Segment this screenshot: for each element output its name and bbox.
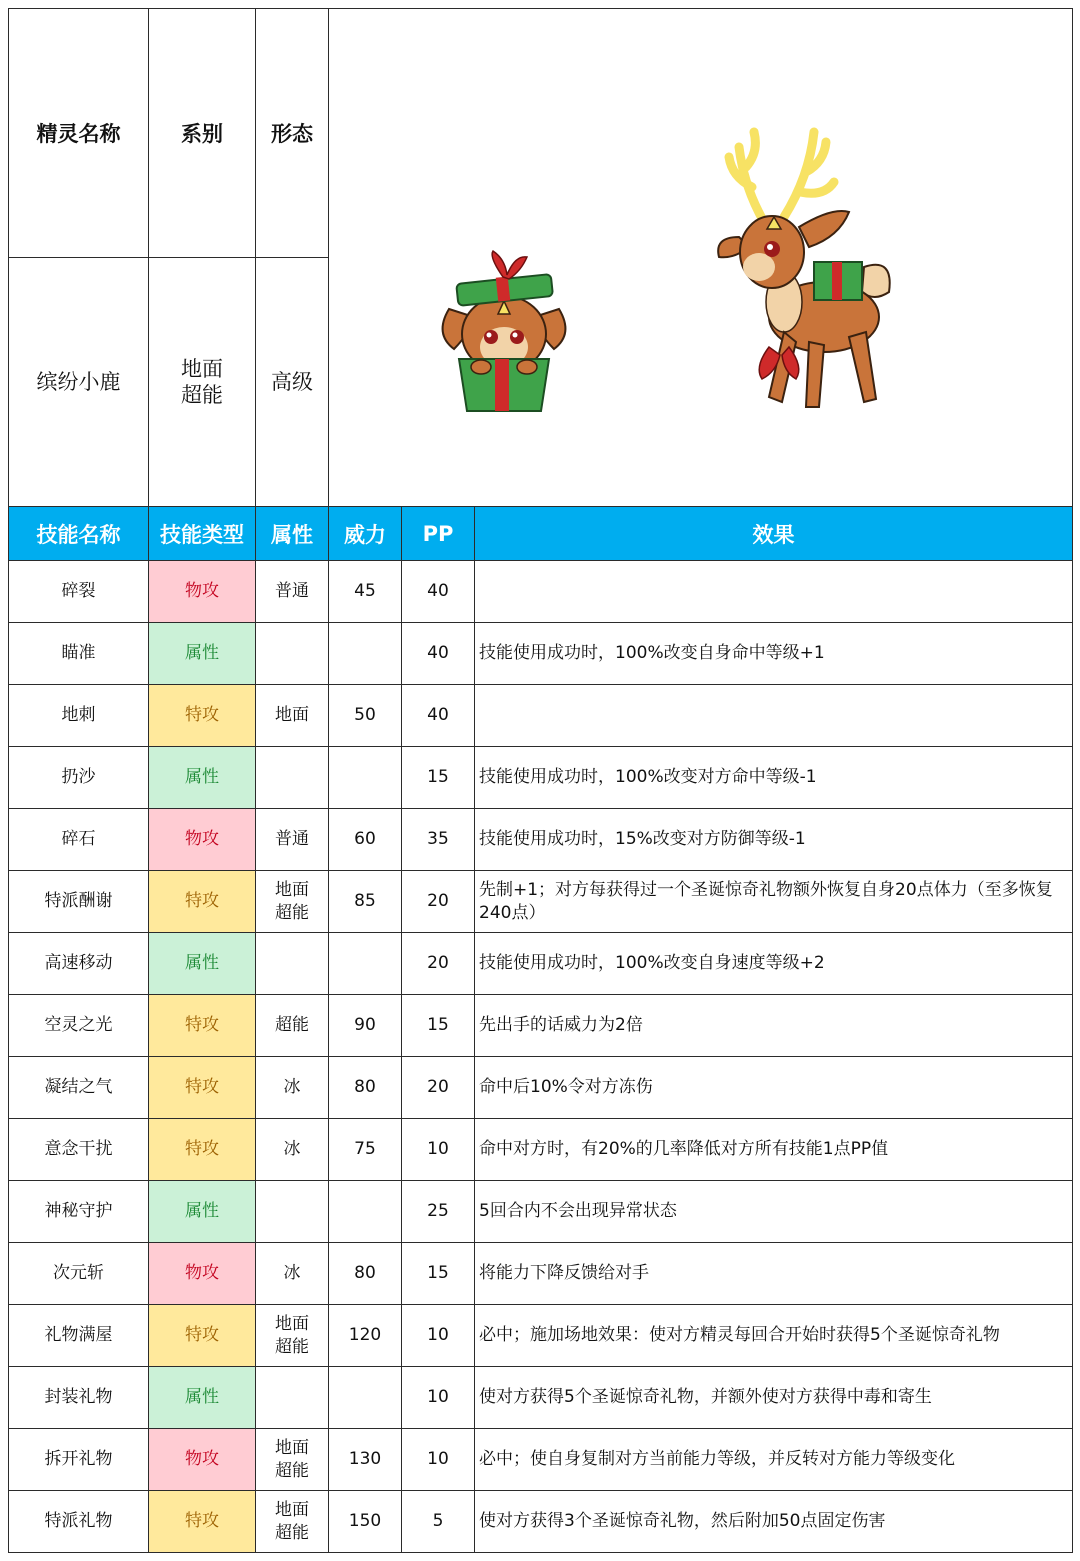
skill-type-cell: 属性 — [149, 747, 256, 809]
skill-type-cell: 特攻 — [149, 1119, 256, 1181]
header-skill-name: 技能名称 — [9, 507, 149, 561]
skill-type-cell: 特攻 — [149, 871, 256, 933]
skill-power-cell: 90 — [329, 995, 402, 1057]
header-series: 系别 — [149, 9, 256, 258]
adult-deer-image — [714, 117, 899, 417]
skill-attr-cell — [256, 623, 329, 685]
skill-power-cell: 120 — [329, 1305, 402, 1367]
pet-series-value: 地面 超能 — [149, 258, 256, 507]
skill-pp-cell: 10 — [402, 1367, 475, 1429]
header-form: 形态 — [256, 9, 329, 258]
skill-attr-cell: 地面 超能 — [256, 1491, 329, 1553]
skill-name-cell: 神秘守护 — [9, 1181, 149, 1243]
skill-pp-cell: 25 — [402, 1181, 475, 1243]
skill-name-cell: 碎石 — [9, 809, 149, 871]
skill-row — [9, 623, 1073, 685]
skill-type-cell: 属性 — [149, 1181, 256, 1243]
skill-row — [9, 561, 1073, 623]
skill-row — [9, 685, 1073, 747]
skill-name-cell: 空灵之光 — [9, 995, 149, 1057]
skill-row — [9, 1491, 1073, 1553]
skill-pp-cell: 10 — [402, 1305, 475, 1367]
skill-power-cell — [329, 1181, 402, 1243]
skill-type-cell: 属性 — [149, 623, 256, 685]
skill-attr-cell: 地面 — [256, 685, 329, 747]
skill-effect-cell: 使对方获得3个圣诞惊奇礼物，然后附加50点固定伤害 — [475, 1491, 1073, 1553]
skill-row — [9, 1181, 1073, 1243]
skill-power-cell — [329, 933, 402, 995]
skill-row — [9, 1057, 1073, 1119]
skills-table-body — [9, 561, 1073, 1553]
header-skill-attr: 属性 — [256, 507, 329, 561]
skill-name-cell: 碎裂 — [9, 561, 149, 623]
skill-row — [9, 1243, 1073, 1305]
skill-type-cell: 物攻 — [149, 561, 256, 623]
skill-name-cell: 特派礼物 — [9, 1491, 149, 1553]
skill-attr-cell: 冰 — [256, 1243, 329, 1305]
skill-pp-cell: 35 — [402, 809, 475, 871]
skills-header-row — [9, 507, 1073, 561]
skill-power-cell: 50 — [329, 685, 402, 747]
skill-power-cell: 45 — [329, 561, 402, 623]
skill-row — [9, 1119, 1073, 1181]
skill-name-cell: 特派酬谢 — [9, 871, 149, 933]
skill-attr-cell: 地面 超能 — [256, 1305, 329, 1367]
header-skill-effect: 效果 — [475, 507, 1073, 561]
skill-row — [9, 1367, 1073, 1429]
skill-name-cell: 封装礼物 — [9, 1367, 149, 1429]
skill-name-cell: 拆开礼物 — [9, 1429, 149, 1491]
header-skill-pp: PP — [402, 507, 475, 561]
skill-attr-cell: 超能 — [256, 995, 329, 1057]
skill-attr-cell — [256, 1367, 329, 1429]
skill-type-cell: 物攻 — [149, 809, 256, 871]
skill-name-cell: 意念干扰 — [9, 1119, 149, 1181]
skill-type-cell: 特攻 — [149, 1491, 256, 1553]
pet-info-table — [8, 8, 1073, 1553]
skill-effect-cell: 必中；使自身复制对方当前能力等级，并反转对方能力等级变化 — [475, 1429, 1073, 1491]
skill-type-cell: 特攻 — [149, 1305, 256, 1367]
skill-pp-cell: 20 — [402, 933, 475, 995]
skill-attr-cell — [256, 933, 329, 995]
skill-pp-cell: 10 — [402, 1119, 475, 1181]
skill-effect-cell: 技能使用成功时，100%改变自身命中等级+1 — [475, 623, 1073, 685]
skill-pp-cell: 5 — [402, 1491, 475, 1553]
skill-effect-cell: 技能使用成功时，15%改变对方防御等级-1 — [475, 809, 1073, 871]
skill-attr-cell: 普通 — [256, 561, 329, 623]
skill-effect-cell: 命中后10%令对方冻伤 — [475, 1057, 1073, 1119]
skill-type-cell: 特攻 — [149, 1057, 256, 1119]
header-skill-type: 技能类型 — [149, 507, 256, 561]
skill-type-cell: 特攻 — [149, 685, 256, 747]
skill-power-cell: 130 — [329, 1429, 402, 1491]
skill-row — [9, 1429, 1073, 1491]
skill-effect-cell: 命中对方时，有20%的几率降低对方所有技能1点PP值 — [475, 1119, 1073, 1181]
skill-power-cell: 60 — [329, 809, 402, 871]
header-skill-power: 威力 — [329, 507, 402, 561]
skill-pp-cell: 15 — [402, 747, 475, 809]
skill-power-cell: 80 — [329, 1057, 402, 1119]
skill-type-cell: 属性 — [149, 933, 256, 995]
skill-power-cell — [329, 747, 402, 809]
skill-type-cell: 特攻 — [149, 995, 256, 1057]
skill-effect-cell: 先制+1；对方每获得过一个圣诞惊奇礼物额外恢复自身20点体力（至多恢复240点） — [475, 871, 1073, 933]
skill-name-cell: 高速移动 — [9, 933, 149, 995]
skill-pp-cell: 20 — [402, 871, 475, 933]
skill-effect-cell: 技能使用成功时，100%改变自身速度等级+2 — [475, 933, 1073, 995]
skill-pp-cell: 10 — [402, 1429, 475, 1491]
skill-power-cell: 75 — [329, 1119, 402, 1181]
skill-type-cell: 物攻 — [149, 1429, 256, 1491]
pet-name-value: 缤纷小鹿 — [9, 258, 149, 507]
skill-attr-cell: 地面 超能 — [256, 871, 329, 933]
skill-effect-cell: 必中；施加场地效果：使对方精灵每回合开始时获得5个圣诞惊奇礼物 — [475, 1305, 1073, 1367]
skill-row — [9, 1305, 1073, 1367]
skill-attr-cell: 普通 — [256, 809, 329, 871]
skill-attr-cell: 冰 — [256, 1057, 329, 1119]
skill-name-cell: 礼物满屋 — [9, 1305, 149, 1367]
skill-power-cell: 150 — [329, 1491, 402, 1553]
skill-effect-cell: 技能使用成功时，100%改变对方命中等级-1 — [475, 747, 1073, 809]
pet-info-sheet — [8, 8, 1072, 1553]
skill-pp-cell: 15 — [402, 1243, 475, 1305]
skill-name-cell: 凝结之气 — [9, 1057, 149, 1119]
skill-effect-cell: 先出手的话威力为2倍 — [475, 995, 1073, 1057]
skill-row — [9, 809, 1073, 871]
skill-effect-cell: 使对方获得5个圣诞惊奇礼物，并额外使对方获得中毒和寄生 — [475, 1367, 1073, 1429]
skill-name-cell: 瞄准 — [9, 623, 149, 685]
pet-artwork-cell — [329, 9, 1073, 507]
skill-row — [9, 747, 1073, 809]
pet-form-value: 高级 — [256, 258, 329, 507]
skill-effect-cell: 将能力下降反馈给对手 — [475, 1243, 1073, 1305]
skill-type-cell: 物攻 — [149, 1243, 256, 1305]
skill-attr-cell: 地面 超能 — [256, 1429, 329, 1491]
skill-name-cell: 扔沙 — [9, 747, 149, 809]
skill-attr-cell — [256, 747, 329, 809]
skill-row — [9, 995, 1073, 1057]
skill-power-cell: 80 — [329, 1243, 402, 1305]
skill-pp-cell: 15 — [402, 995, 475, 1057]
header-pet-name: 精灵名称 — [9, 9, 149, 258]
skill-attr-cell — [256, 1181, 329, 1243]
skill-effect-cell: 5回合内不会出现异常状态 — [475, 1181, 1073, 1243]
skill-effect-cell — [475, 685, 1073, 747]
skill-attr-cell: 冰 — [256, 1119, 329, 1181]
skill-power-cell — [329, 1367, 402, 1429]
skill-name-cell: 地刺 — [9, 685, 149, 747]
skill-pp-cell: 20 — [402, 1057, 475, 1119]
skill-pp-cell: 40 — [402, 561, 475, 623]
skill-pp-cell: 40 — [402, 623, 475, 685]
skill-power-cell: 85 — [329, 871, 402, 933]
baby-deer-in-giftbox-image — [429, 239, 579, 414]
skill-row — [9, 933, 1073, 995]
skill-row — [9, 871, 1073, 933]
skill-name-cell: 次元斩 — [9, 1243, 149, 1305]
skill-pp-cell: 40 — [402, 685, 475, 747]
skill-effect-cell — [475, 561, 1073, 623]
skill-power-cell — [329, 623, 402, 685]
skill-type-cell: 属性 — [149, 1367, 256, 1429]
